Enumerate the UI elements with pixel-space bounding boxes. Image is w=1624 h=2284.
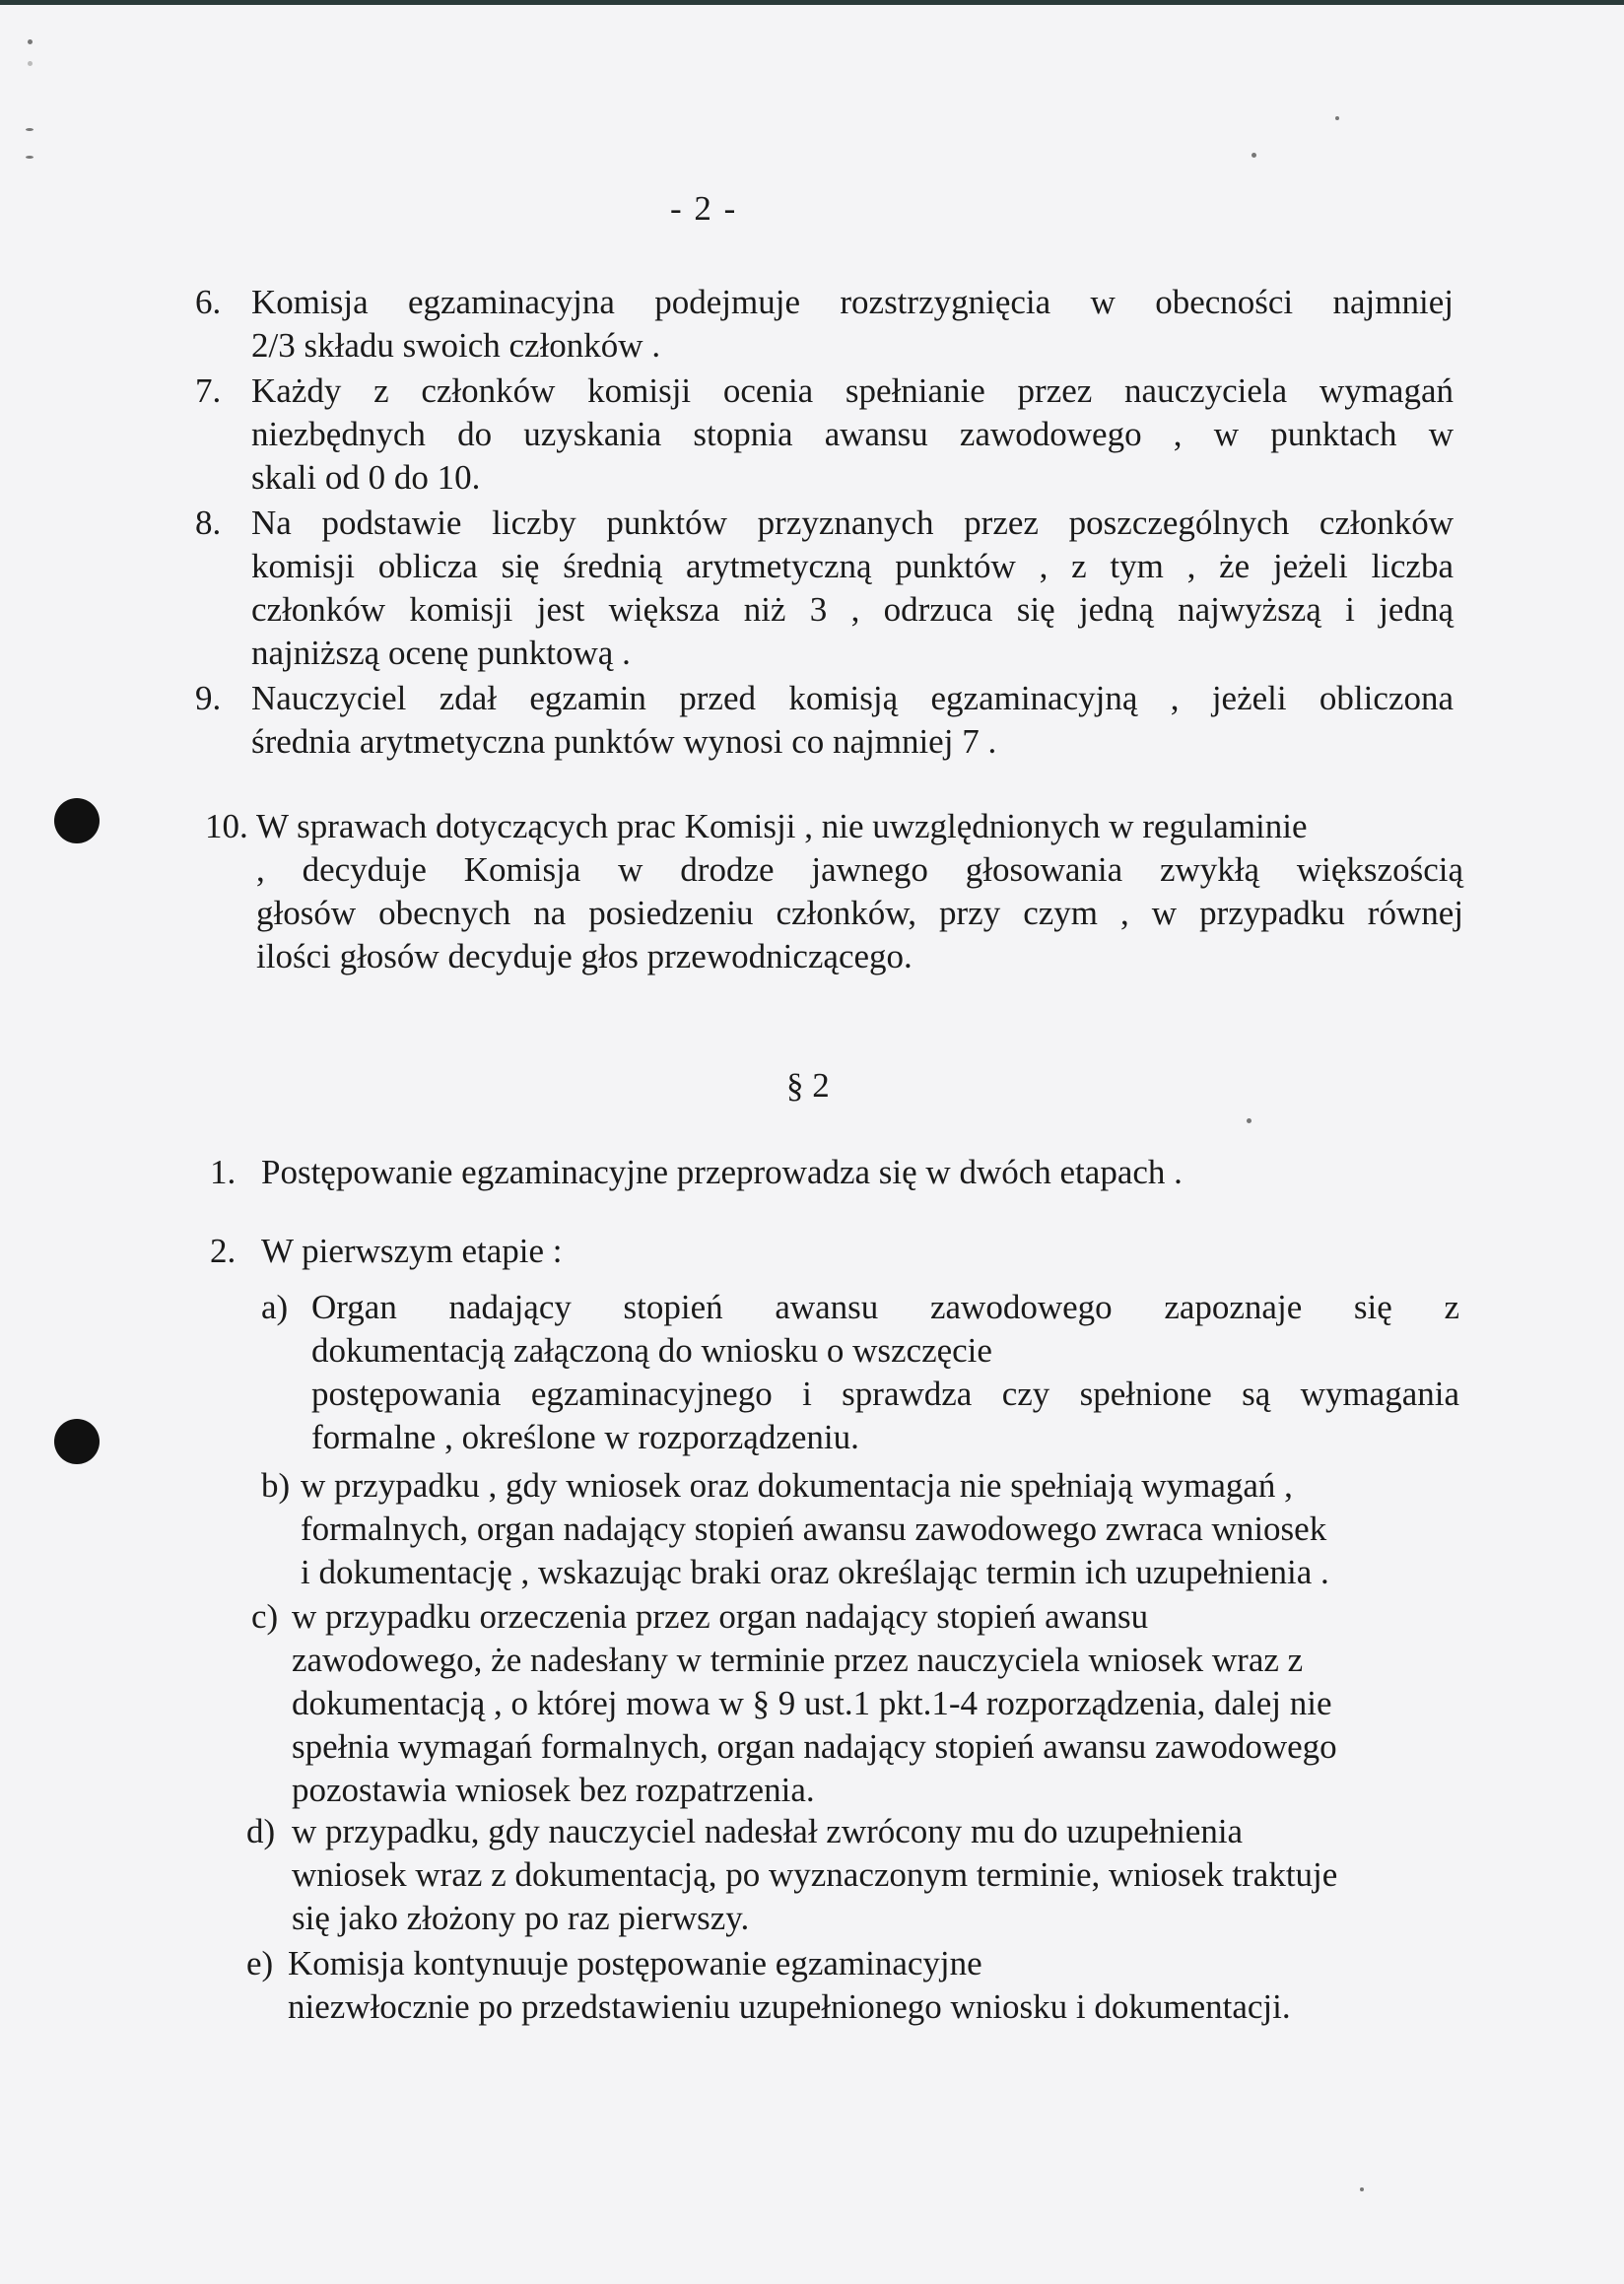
section-heading: § 2	[786, 1066, 830, 1105]
scan-speck	[28, 39, 33, 44]
page-number: - 2 -	[670, 189, 738, 228]
sub-item-letter: e)	[246, 1944, 274, 1982]
item-number: 7.	[195, 371, 222, 410]
sub-item-letter: a)	[261, 1288, 289, 1326]
sub-item-text-line: się jako złożony po raz pierwszy.	[292, 1899, 750, 1937]
sub-item-text-line: niezwłocznie po przedstawieniu uzupełnionego wniosku i dokumentacji.	[288, 1987, 1291, 2026]
scan-speck	[1247, 1118, 1252, 1123]
item-text-line: Na podstawie liczby punktów przyznanych przez poszczególnych członków	[251, 504, 1454, 542]
punch-hole	[54, 1419, 100, 1464]
sub-item-text-line: dokumentacją załączoną do wniosku o wszczęcie	[311, 1331, 992, 1370]
item-text-line: 2/3 składu swoich członków .	[251, 326, 661, 365]
item-text-line: średnia arytmetyczna punktów wynosi co najmniej 7 .	[251, 722, 997, 761]
item-text-line: W pierwszym etapie :	[261, 1232, 563, 1270]
sub-item-letter: c)	[251, 1597, 279, 1636]
item-text-line: skali od 0 do 10.	[251, 458, 481, 497]
sub-item-text-line: formalne , określone w rozporządzeniu.	[311, 1418, 859, 1456]
item-text-line: niezbędnych do uzyskania stopnia awansu zawodowego , w punktach w	[251, 415, 1454, 453]
item-number: 8.	[195, 504, 222, 542]
item-number: 1.	[210, 1153, 237, 1191]
sub-item-letter: b)	[261, 1466, 291, 1505]
sub-item-text-line: spełnia wymagań formalnych, organ nadający stopień awansu zawodowego	[292, 1727, 1337, 1766]
sub-item-letter: d)	[246, 1812, 276, 1850]
scan-speck	[1335, 116, 1339, 120]
item-number: 6.	[195, 283, 222, 321]
sub-item-text-line: w przypadku orzeczenia przez organ nadający stopień awansu	[292, 1597, 1149, 1636]
item-text-line: Komisja egzaminacyjna podejmuje rozstrzygnięcia w obecności najmniej	[251, 283, 1454, 321]
item-number: 10.	[205, 807, 248, 845]
sub-item-text-line: Komisja kontynuuje postępowanie egzaminacyjne	[288, 1944, 982, 1982]
sub-item-text-line: postępowania egzaminacyjnego i sprawdza czy spełnione są wymagania	[311, 1375, 1459, 1413]
item-text-line: , decyduje Komisja w drodze jawnego głosowania zwykłą większością	[256, 850, 1463, 889]
punch-hole	[54, 798, 100, 843]
item-text-line: komisji oblicza się średnią arytmetyczną punktów , z tym , że jeżeli liczba	[251, 547, 1454, 585]
item-number: 2.	[210, 1232, 237, 1270]
scan-speck	[1360, 2187, 1364, 2191]
scan-speck	[26, 128, 34, 131]
sub-item-text-line: wniosek wraz z dokumentacją, po wyznaczonym terminie, wniosek traktuje	[292, 1855, 1338, 1894]
item-text-line: Każdy z członków komisji ocenia spełnianie przez nauczyciela wymagań	[251, 371, 1454, 410]
sub-item-text-line: Organ nadający stopień awansu zawodowego zapoznaje się z	[311, 1288, 1459, 1326]
scan-speck	[28, 61, 33, 66]
sub-item-text-line: w przypadku , gdy wniosek oraz dokumentacja nie spełniają wymagań ,	[301, 1466, 1293, 1505]
sub-item-text-line: w przypadku, gdy nauczyciel nadesłał zwrócony mu do uzupełnienia	[292, 1812, 1244, 1850]
item-text-line: głosów obecnych na posiedzeniu członków, przy czym , w przypadku równej	[256, 894, 1463, 932]
scan-speck	[26, 156, 34, 159]
sub-item-text-line: pozostawia wniosek bez rozpatrzenia.	[292, 1771, 815, 1809]
item-text-line: W sprawach dotyczących prac Komisji , nie uwzględnionych w regulaminie	[256, 807, 1308, 845]
scan-top-edge	[0, 0, 1624, 5]
item-text-line: Postępowanie egzaminacyjne przeprowadza się w dwóch etapach .	[261, 1153, 1183, 1191]
item-number: 9.	[195, 679, 222, 717]
sub-item-text-line: dokumentacją , o której mowa w § 9 ust.1 pkt.1-4 rozporządzenia, dalej nie	[292, 1684, 1332, 1722]
sub-item-text-line: i dokumentację , wskazując braki oraz określając termin ich uzupełnienia .	[301, 1553, 1329, 1591]
item-text-line: ilości głosów decyduje głos przewodniczącego.	[256, 937, 913, 975]
sub-item-text-line: zawodowego, że nadesłany w terminie przez nauczyciela wniosek wraz z	[292, 1641, 1304, 1679]
sub-item-text-line: formalnych, organ nadający stopień awansu zawodowego zwraca wniosek	[301, 1510, 1327, 1548]
item-text-line: Nauczyciel zdał egzamin przed komisją egzaminacyjną , jeżeli obliczona	[251, 679, 1454, 717]
item-text-line: członków komisji jest większa niż 3 , odrzuca się jedną najwyższą i jedną	[251, 590, 1454, 629]
item-text-line: najniższą ocenę punktową .	[251, 634, 631, 672]
scan-speck	[1252, 153, 1256, 158]
